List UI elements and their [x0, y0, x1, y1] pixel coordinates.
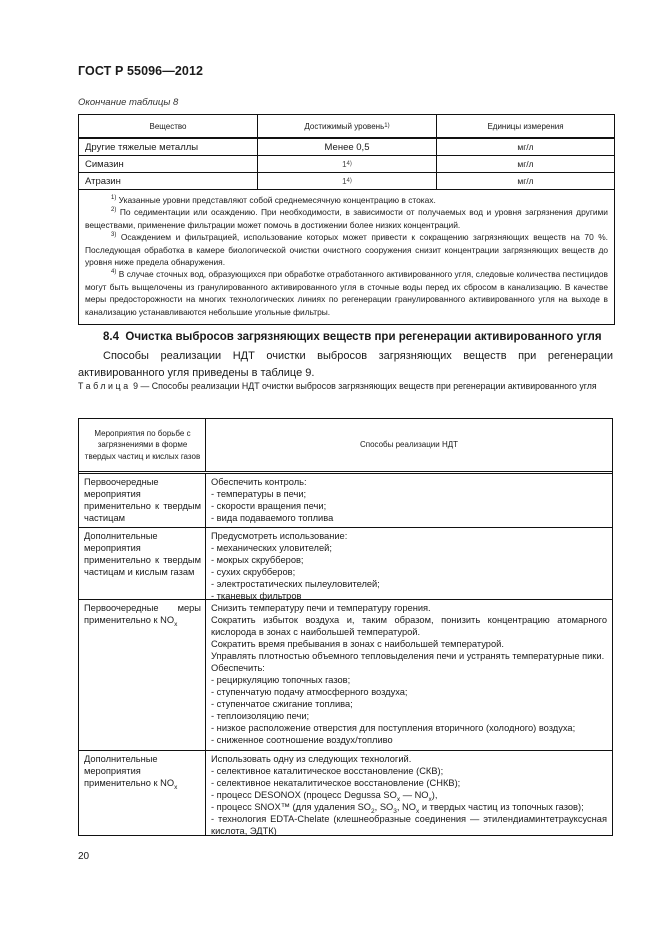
section-paragraph: Способы реализации НДТ очистки выбросов загрязняющих веществ при регенерации активированного угля приведены в таблице 9. [78, 350, 613, 379]
cell-substance: Симазин [79, 156, 258, 172]
table8-continuation-caption: Окончание таблицы 8 [78, 97, 179, 108]
table-9 [78, 418, 613, 836]
edta-line: - технология EDTA-Chelate (клешнеобразные соединения — этилендиаминтетрауксусная кислота, ЭДТК) [211, 814, 607, 836]
cell-substance: Атразин [79, 173, 258, 189]
table-9-header [79, 419, 612, 474]
table-row [79, 751, 612, 835]
header-measures: Мероприятия по борьбе с загрязнениями в форме твердых частиц и кислых газов [79, 419, 206, 471]
header-level: Достижимый уровень 1) [258, 115, 437, 137]
header-substance: Вещество [79, 115, 258, 137]
cell-substance: Другие тяжелые металлы [79, 139, 258, 155]
table-row [79, 156, 614, 173]
table-row [79, 139, 614, 156]
cell-measure: Дополнительные мероприятия применительно к твердым частицам и кислым газам [79, 528, 206, 599]
cell-methods: Снизить температуру печи и температуру горения. Сократить избыток воздуха и, таким образом, понизить концентрацию атомарного кислорода в зонах с наибольшей температурой. Сократить время пребывания в зонах с наибольшей температурой. Управлять плотностью объемного тепловыделения печи и устранять температурные пики. Обеспечить: - рециркуляцию топочных газов; - ступенчатую подачу атмосферного воздуха; - ступенчатое сжигание топлива; - теплоизоляцию печи; - низкое расположение отверстия для поступления вторичного (холодного) воздуха; - сниженное соотношение воздух/топливо [211, 603, 607, 745]
cell-measure: Первоочередные мероприятия применительно к твердым частицам [79, 474, 206, 527]
cell-methods: Предусмотреть использование: - механических уловителей; - мокрых скрубберов; - сухих скрубберов; - электростатических пылеуловителей; - тканевых фильтров [211, 531, 380, 601]
footnote: $^{2)}$ По седиментации или осаждению. При необходимости, в зависимости от получаемых вод и уровня загрязнения другими веществами, применение фильтрации может помочь в достижении более низких концентраций. [85, 207, 608, 230]
desonox-line: - процесс DESONOX (процесс Degussa $SO_x$ — $NO_x$), [211, 790, 438, 803]
header-methods: Способы реализации НДТ [359, 440, 459, 450]
table-row [79, 528, 612, 600]
cell-level: 1 4) [258, 156, 437, 172]
table-8 [78, 114, 615, 325]
footnote: $^{1)}$ Указанные уровни представляют собой среднемесячную концентрацию в стоках. [111, 195, 436, 205]
cell-units: мг/л [517, 176, 534, 186]
document-header: ГОСТ Р 55096—2012 [78, 64, 204, 78]
cell-units: мг/л [517, 142, 534, 152]
table-8-footnotes [79, 190, 614, 324]
table-row [79, 474, 612, 528]
header-units: Единицы измерения [487, 121, 564, 131]
page-number: 20 [78, 851, 90, 862]
cell-units: мг/л [517, 159, 534, 169]
cell-methods: Использовать одну из следующих технологий. - селективное каталитическое восстановление (СКВ); - селективное некаталитическое восстановление (СНКВ); - процесс DESONOX (процесс Degussa $SO_x$ — $NO_x$), - процесс SNOX™ (для удаления $SO_2$, $SO_3$, $NO_x$ и твердых частиц из топочных газов); - технология EDTA-Chelate (клешнеобразные соединения — этилендиаминтетрауксусная кислота, ЭДТК) [211, 754, 607, 836]
table-8-header [79, 115, 614, 139]
cell-methods: Обеспечить контроль: - температуры в печи; - скорости вращения печи; - вида подаваемого топлива [211, 477, 334, 523]
footnote: $^{4)}$ В случае сточных вод, образующихся при обработке отработанного активированного угля, следовые количества пестицидов могут быть выщелочены из гранулированного активированного угля в сточные воды перед их сбросом в канализацию. В качестве меры предосторожности на многих технологических линиях по регенерации гранулированного активированного угля на выходе в канализацию устанавливаются небольшие угольные фильтры. [85, 269, 608, 317]
cell-level: 1 4) [258, 173, 437, 189]
cell-measure: Дополнительные мероприятия применительно к $NO_x$ [79, 751, 206, 835]
table-row [79, 600, 612, 751]
snox-line: - процесс SNOX™ (для удаления $SO_2$, $SO_3$, $NO_x$ и твердых частиц из топочных газов); [211, 802, 584, 815]
cell-measure: Первоочередные меры применительно к $NO_x$ [79, 600, 206, 750]
table-row [79, 173, 614, 190]
table9-caption: Таблица 9 — Способы реализации НДТ очистки выбросов загрязняющих веществ при регенерации активированного угля [78, 381, 597, 391]
section-heading: 8.4 Очистка выбросов загрязняющих веществ при регенерации активированного угля [103, 331, 602, 343]
cell-level: Менее 0,5 [258, 139, 437, 155]
footnote: $^{3)}$ Осаждением и фильтрацией, использование которых может привести к сокращению загрязняющих веществ на 70 %. Последующая обработка в камере биологической очистки очистного сооружения снизит концентрации загрязняющих веществ до уровня ниже предела обнаружения. [85, 232, 608, 268]
